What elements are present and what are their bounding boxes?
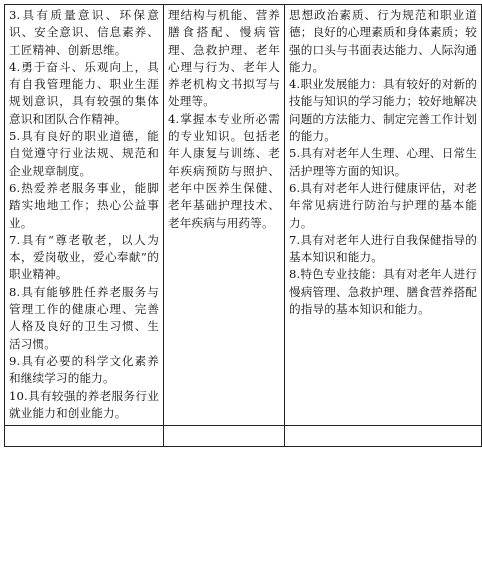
list-item: 5.具有良好的职业道德，能自觉遵守行业法规、规范和企业规章制度。: [9, 129, 159, 178]
list-item: 理结构与机能、营养膳食搭配、慢病管理、急救护理、老年心理与行为、老年人养老机构文书拟写与处理等。: [168, 8, 280, 109]
list-item: 6.热爱养老服务事业，能脚踏实地地工作；热心公益事业。: [9, 180, 159, 230]
list-item: 10.具有较强的养老服务行业就业能力和创业能力。: [9, 388, 159, 420]
list-item: 3.具有质量意识、环保意识、安全意识、信息素养、工匠精神、创新思维。: [9, 8, 159, 57]
quality-requirements-cell: [5, 5, 164, 426]
list-item: 4.勇于奋斗、乐观向上，具有自我管理能力、职业生涯规划意识，具有较强的集体意识和团队合作精神。: [9, 59, 159, 126]
empty-cell: [164, 426, 285, 447]
empty-cell: [285, 426, 482, 447]
list-item: 7.具有“尊老敬老，以人为本，爱岗敬业，爱心奉献”的职业精神。: [9, 232, 159, 282]
list-item: 思想政治素质、行为规范和职业道德；良好的心理素质和身体素质；较强的口头与书面表达能力、人际沟通能力。: [289, 8, 477, 74]
list-item: 8.具有能够胜任养老服务与管理工作的健康心理、完善人格及良好的卫生习惯、生活习惯。: [9, 284, 159, 351]
list-item: 9.具有必要的科学文化素养和继续学习的能力。: [9, 353, 159, 386]
list-item: 4.职业发展能力：具有较好的对新的技能与知识的学习能力；较好地解决问题的方法能力、制定完善工作计划的能力。: [289, 77, 477, 144]
list-item: 7.具有对老年人进行自我保健指导的基本知识和能力。: [289, 232, 477, 265]
list-item: 6.具有对老年人进行健康评估，对老年常见病进行防治与护理的基本能力。: [289, 180, 477, 230]
ability-requirements-cell: [285, 5, 482, 426]
table-row: [5, 5, 482, 426]
empty-cell: [5, 426, 164, 447]
list-item: 4.掌握本专业所必需的专业知识。包括老年人康复与训练、老年疾病预防与照护、老年中医养生保健、老年基础护理技术、老年疾病与用药等。: [168, 111, 280, 230]
list-item: 5.具有对老年人生理、心理、日常生活护理等方面的知识。: [289, 146, 477, 178]
curriculum-table: [4, 4, 482, 447]
knowledge-requirements-cell: [164, 5, 285, 426]
list-item: 8.特色专业技能：具有对老年人进行慢病管理、急救护理、膳食营养搭配的指导的基本知识和能力。: [289, 267, 477, 317]
table-row: [5, 426, 482, 447]
